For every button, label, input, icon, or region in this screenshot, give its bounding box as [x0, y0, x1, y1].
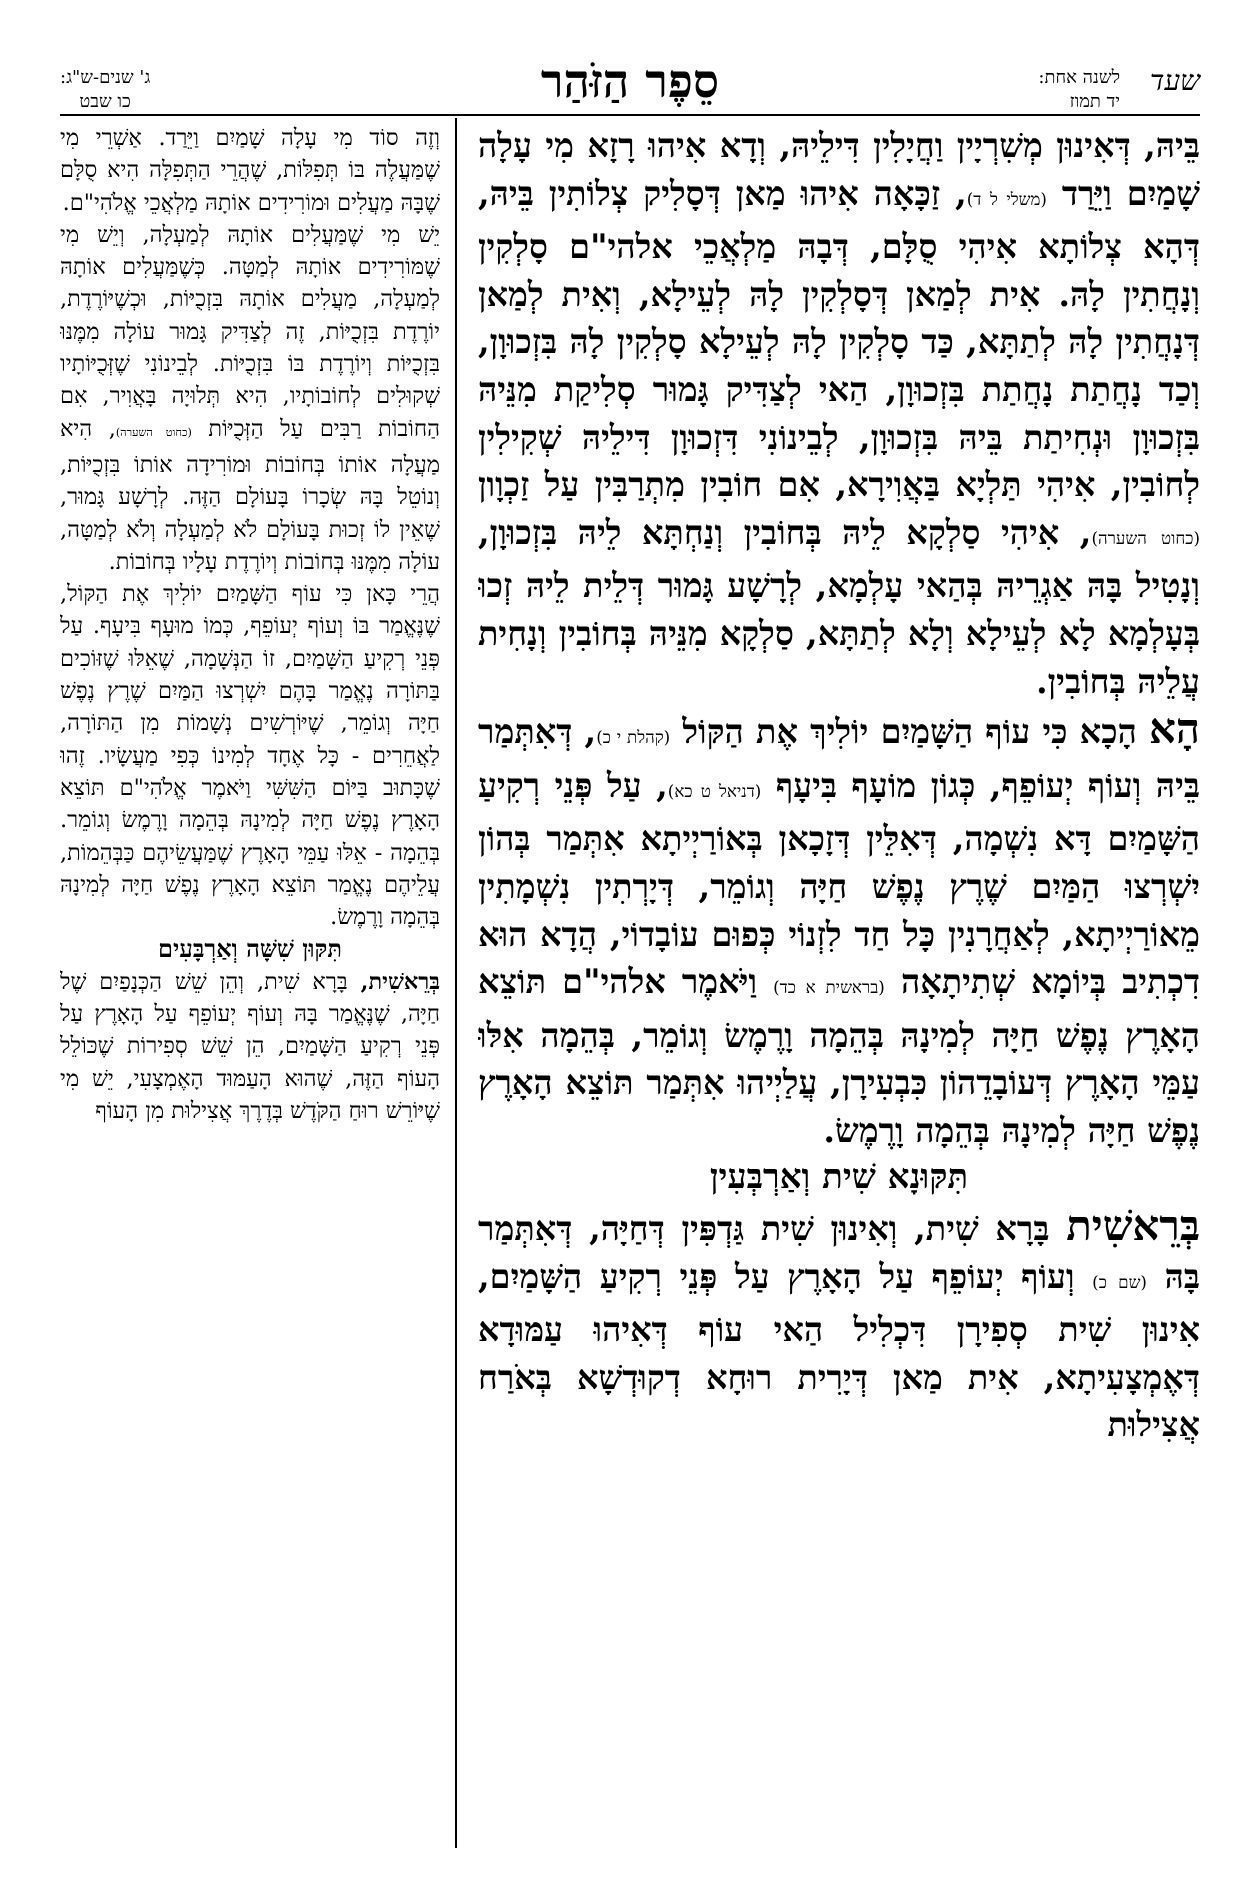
- aramaic-main-column: [478, 122, 1200, 1862]
- paragraph-lead-word: בְּרֵאשִׁית: [1066, 1201, 1200, 1251]
- source-reference: (כחוט השערה): [1091, 527, 1200, 548]
- section-heading: תִּקּוּנָא שִׁית וְאַרְבְּעִין: [709, 1157, 969, 1198]
- main-paragraph: הָא הָכָא כִּי עוֹף הַשָּׁמַיִם יוֹלִיךְ אֶת הַקּוֹל (קהלת י כ), דְּאִתְּמַר בֵּיהּ וְעוֹף יְעוֹפֵף, כְּגוֹן מוֹעָף בִּיעָף (דניאל ט כא), עַל פְּנֵי רְקִיעַ הַשָּׁמַיִם דָּא נִשְׁמָה, דְּאִלֵּין דְּזָכָאן בְּאוֹרַיְיתָא אִתְּמַר בְּהוֹן יִשְׁרְצוּ הַמַּיִם שֶׁרֶץ נֶפֶשׁ חַיָּה וְגוֹמֵר, דְּיָרְתִין נִשְׁמָתִין מֵאוֹרַיְיתָא, לְאַחֲרָנִין כָּל חַד לִזְנוֹי כְּפוּם עוֹבָדוֹי, הֲדָא הוּא דִכְתִיב בְּיוֹמָא שְׁתִיתָאָה (בראשית א כד) וַיֹּאמֶר אלהי"ם תּוֹצֵא הָאָרֶץ נֶפֶשׁ חַיָּה לְמִינָהּ בְּהֵמָה וָרֶמֶשׂ וְגוֹמֵר, בְּהֵמָה אִלּוּ עַמֵּי הָאָרֶץ דְּעוֹבָדֵהוֹן כִּבְעִירָן, עֲלַיְיהוּ אִתְּמַר תּוֹצֵא הָאָרֶץ נֶפֶשׁ חַיָּה לְמִינָהּ בְּהֵמָה וָרֶמֶשׂ.: [478, 704, 1200, 1150]
- date-left: כו שבט: [79, 91, 131, 112]
- header-rule: [60, 114, 1200, 116]
- side-section-heading: תִּקּוּן שִׁשָּׁה וְאַרְבָּעִים: [158, 934, 342, 964]
- study-label: לשנה אחת:: [1038, 67, 1120, 88]
- side-paragraph: וְזֶה סוֹד מִי עָלָה שָׁמַיִם וַיֵּרַד. אַשְׁרֵי מִי שֶׁמַּעֲלֶה בּוֹ תְּפִלּוֹת, שֶׁהֲרֵי הַתְּפִלָּה הִיא סֻלָּם שֶׁבָּהּ מַעֲלִים וּמוֹרִידִים אוֹתָהּ מַלְאֲכֵי אֱלֹהִי"ם.: [60, 125, 440, 216]
- source-reference: (דניאל ט כא): [667, 780, 762, 801]
- source-reference: (משלי ל ד): [966, 188, 1047, 209]
- main-paragraph: בֵּיהּ, דְּאִינוּן מְשִׁרְיָין וַחֲיָלִין דִּילֵיהּ, וְדָא אִיהוּ רָזָא מִי עָלָה שָׁמַיִם וַיֵּרַד (משלי ל ד), זַכָּאָה אִיהוּ מַאן דְּסָלִיק צְלוֹתִין בֵּיהּ, דְּהָא צְלוֹתָא אִיהִי סֻלָּם, דְּבָהּ מַלְאֲכֵי אלהי"ם סָלְקִין וְנָחֲתִין לָהּ. אִית לְמַאן דְּסָלְקִין לָהּ לְעֵילָא, וְאִית לְמַאן דְּנָחֲתִין לָהּ לְתַתָּא, כַּד סָלְקִין לָהּ לְעֵילָא סָלְקִין לָהּ בִּזְכוּוָן, וְכַד נָחֲתַת נָחֲתַת בִּזְכוּוָן, הַאי לְצַדִּיק גָּמוּר סְלִיקַת מִנֵּיהּ בִּזְכוּוָן וּנְחִיתַת בֵּיהּ בִּזְכוּוָן, לְבֵינוֹנִי דִּזְכוּוָן דִּילֵיהּ שְׁקִילִין לְחוֹבִין, אִיהִי תַּלְיָא בַּאֲוִירָא, אִם חוֹבִין מִתְרַבִּין עַל זַכְוָון (כחוט השערה), אִיהִי סַלְקָא לֵיהּ בְּחוֹבִין וְנַחְתָּא לֵיהּ בִּזְכוּוָן, וְנָטִיל בָּהּ אַגְרֵיהּ בְּהַאי עָלְמָא, לְרָשָׁע גָּמוּר דְּלֵית לֵיהּ זְכוּ בְּעָלְמָא לָא לְעֵילָא וְלָא לְתַתָּא, סַלְקָא מִנֵּיהּ בְּחוֹבִין וְנָחִית עֲלֵיהּ בְּחוֹבִין.: [478, 126, 1200, 701]
- page-header: [60, 40, 1200, 125]
- side-paragraph: בְּרֵאשִׁית, בָּרָא שִׁית, וְהֵן שֵׁשׁ הַכְּנָפַיִם שֶׁל חַיָּה, שֶׁנֶּאֱמַר בָּהּ וְעוֹף יְעוֹפֵף עַל הָאָרֶץ עַל פְּנֵי רְקִיעַ הַשָּׁמַיִם, הֵן שֵׁשׁ סְפִירוֹת שֶׁכּוֹלֵל הָעוֹף הַזֶּה, שֶׁהוּא הָעַמּוּד הָאֶמְצָעִי, יֵשׁ מִי שֶׁיּוֹרֵשׁ רוּחַ הַקֹּדֶשׁ בְּדֶרֶךְ אֲצִילוּת מִן הָעוֹף: [60, 968, 440, 1124]
- years-label: ג' שנים-ש"ג:: [60, 67, 151, 88]
- side-lead-word: בְּרֵאשִׁית,: [360, 968, 440, 995]
- source-reference: (כחוט השערה): [115, 425, 192, 439]
- paragraph-lead-word: הָא: [1149, 704, 1200, 754]
- column-divider: [455, 118, 457, 1848]
- side-paragraph: יֵשׁ מִי שֶׁמַּעֲלִים אוֹתָהּ לְמַעְלָה, וְיֵשׁ מִי שֶׁמּוֹרִידִים אוֹתָהּ לְמַטָּה. כְּשֶׁמַּעֲלִים אוֹתָהּ לְמַעְלָה, מַעֲלִים אוֹתָהּ בִּזְכֻיּוֹת, וּכְשֶׁיּוֹרֶדֶת, יוֹרֶדֶת בִּזְכֻיּוֹת, זֶה לְצַדִּיק גָּמוּר עוֹלָה מִמֶּנּוּ בִּזְכֻיּוֹת וְיוֹרֶדֶת בּוֹ בִּזְכֻיּוֹת. לְבֵינוֹנִי שֶׁזְּכֻיּוֹתָיו שְׁקוּלִים לְחוֹבוֹתָיו, הִיא תְּלוּיָה בָּאֲוִיר, אִם הַחוֹבוֹת רַבִּים עַל הַזְּכֻיּוֹת (כחוט השערה), הִיא מַעֲלָה אוֹתוֹ בְּחוֹבוֹת וּמוֹרִידָה אוֹתוֹ בִּזְכֻיּוֹת, וְנוֹטֵל בָּהּ שְׂכָרוֹ בָּעוֹלָם הַזֶּה. לְרָשָׁע גָּמוּר, שֶׁאֵין לוֹ זְכוּת בָּעוֹלָם לֹא לְמַעְלָה וְלֹא לְמַטָּה, עוֹלָה מִמֶּנּוּ בְּחוֹבוֹת וְיוֹרֶדֶת עָלָיו בְּחוֹבוֹת.: [60, 221, 440, 575]
- three-year-study-info: [60, 66, 150, 114]
- source-reference: (בראשית א כד): [773, 977, 885, 998]
- side-paragraph: הֲרֵי כָּאן כִּי עוֹף הַשָּׁמַיִם יוֹלִיךְ אֶת הַקּוֹל, שֶׁנֶּאֱמַר בּוֹ וְעוֹף יְעוֹפֵף, כְּמוֹ מוּעָף בִּיעָף. עַל פְּנֵי רְקִיעַ הַשָּׁמַיִם, זוֹ הַנְּשָׁמָה, שֶׁאֵלּוּ שֶׁזּוֹכִים בַּתּוֹרָה נֶאֱמַר בָּהֶם יִשְׁרְצוּ הַמַּיִם שֶׁרֶץ נֶפֶשׁ חַיָּה וְגוֹמֵר, שֶׁיּוֹרְשִׁים נְשָׁמוֹת מִן הַתּוֹרָה, לַאֲחֵרִים - כָּל אֶחָד לְמִינוֹ כְּפִי מַעֲשָׂיו. זֶהוּ שֶׁכָּתוּב בַּיּוֹם הַשִּׁשִּׁי וַיֹּאמֶר אֱלֹהִי"ם תּוֹצֵא הָאָרֶץ נֶפֶשׁ חַיָּה לְמִינָהּ בְּהֵמָה וָרֶמֶשׂ וְגוֹמֵר. בְּהֵמָה - אֵלּוּ עַמֵּי הָאָרֶץ שֶׁמַּעֲשֵׂיהֶם כַּבְּהֵמוֹת, עֲלֵיהֶם נֶאֱמַר תּוֹצֵא הָאָרֶץ נֶפֶשׁ חַיָּה לְמִינָהּ בְּהֵמָה וָרֶמֶשׂ.: [60, 581, 440, 931]
- main-paragraph: בְּרֵאשִׁית בָּרָא שִׁית, וְאִינוּן שִׁית גַּדְפִּין דְּחַיָּה, דְּאִתְּמַר בָּהּ (שם כ) וְעוֹף יְעוֹפֵף עַל הָאָרֶץ עַל פְּנֵי רְקִיעַ הַשָּׁמַיִם, אִינוּן שִׁית סְפִירָן דִּכְלִיל הַאי עוֹף דְּאִיהוּ עַמּוּדָא דְּאֶמְצָעִיתָא, אִית מַאן דְּיָרִית רוּחָא דְקוּדְשָׁא בְּאֹרַח אֲצִילוּת: [478, 1201, 1200, 1445]
- hebrew-translation-column: [60, 122, 440, 1862]
- date-right: יד תמוז: [1069, 91, 1120, 112]
- page-number: שעד: [1149, 64, 1200, 97]
- source-reference: (שם כ): [1092, 1271, 1147, 1292]
- source-reference: (קהלת י כ): [596, 727, 671, 748]
- page-title: סֵפֶר הַזֹּהַר: [540, 54, 720, 108]
